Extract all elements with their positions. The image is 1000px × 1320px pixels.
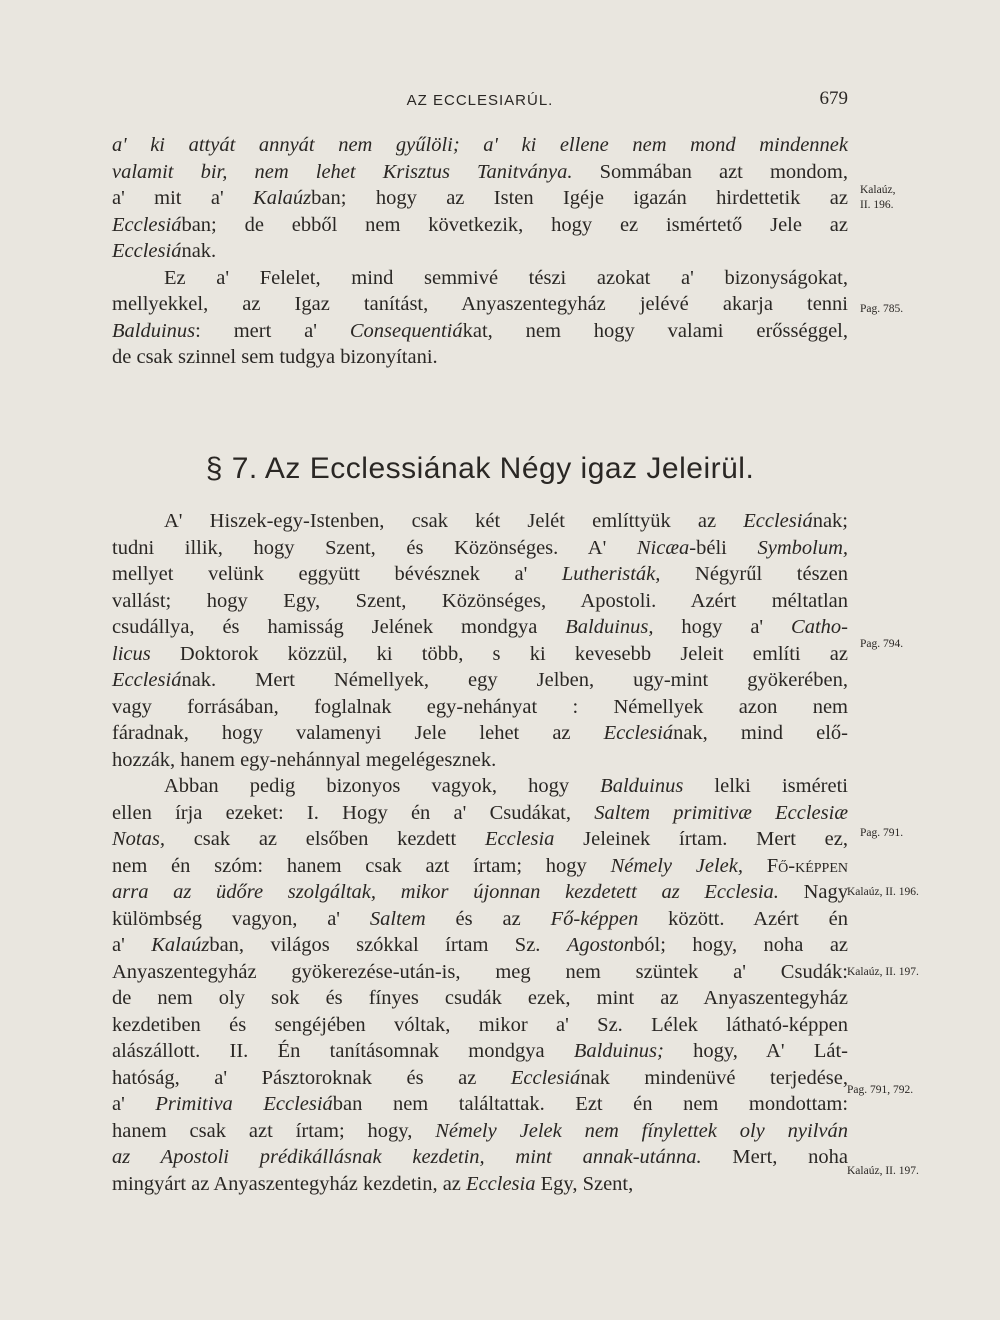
- text-line: [112, 879, 848, 906]
- text-run: a' mit a': [112, 187, 254, 209]
- text-run: lelki isméreti: [683, 775, 848, 797]
- text-run: Némely Jelek,: [610, 854, 744, 877]
- text-run: Ecclesia: [466, 1172, 536, 1195]
- marginal-note: [847, 965, 919, 980]
- text-run: a' ki attyát annyát nem gyűlöli; a' ki ellene nem mond mindennek: [112, 134, 848, 156]
- text-run: Catho-: [791, 616, 848, 638]
- text-line: [112, 1144, 848, 1171]
- text-run: Ecclesiá: [112, 213, 182, 236]
- text-run: ban nem találtattak. Ezt én nem mondottam:: [332, 1093, 849, 1115]
- text-line: [112, 238, 848, 265]
- text-run: Anyaszentegyház gyökerezése-után-is, meg nem szüntek a' Csudák:: [112, 960, 848, 983]
- text-line: [112, 535, 848, 562]
- marginal-note-line: Pag. 791.: [860, 827, 904, 839]
- text-run: alászállott. II. Én tanításomnak mondgya: [112, 1040, 574, 1062]
- text-line: [112, 773, 848, 800]
- marginal-note-line: Pag. 794.: [860, 638, 904, 650]
- text-run: : mert a': [195, 319, 350, 342]
- text-run: valamit bir, nem lehet Krisztus Tanitványa.: [112, 160, 573, 183]
- text-run: hogy a': [653, 616, 792, 638]
- text-run: Balduinus,: [565, 616, 654, 638]
- text-line: [112, 959, 848, 986]
- text-line: [112, 588, 848, 615]
- marginal-note: [860, 183, 895, 213]
- text-line: [112, 132, 848, 159]
- text-line: [112, 508, 848, 535]
- text-line: [112, 1038, 848, 1065]
- running-head: AZ ECCLESIARÚL.: [406, 92, 554, 109]
- text-line: [112, 344, 848, 371]
- text-line: [112, 561, 848, 588]
- text-run: Saltem primitivæ Ecclesiæ: [594, 801, 848, 824]
- page-header: [112, 88, 848, 118]
- text-line: [112, 641, 848, 668]
- text-run: nak, mind elő-: [673, 722, 848, 744]
- text-run: Ez a' Felelet, mind semmivé tészi azokat a' bizonyságokat,: [164, 266, 848, 289]
- text-line: [112, 1171, 848, 1198]
- text-run: de csak szinnel sem tudgya bizonyítani.: [112, 346, 438, 368]
- text-line: [112, 667, 848, 694]
- marginal-note: [860, 302, 903, 317]
- text-run: Nicæa: [636, 536, 690, 559]
- text-run: Négyrűl tészen: [660, 563, 848, 585]
- marginal-note: [847, 1083, 913, 1098]
- marginal-note-line: Kalaúz, II. 197.: [847, 1165, 919, 1177]
- paragraph-2: [112, 508, 848, 1197]
- text-run: fáradnak, hogy valamenyi Jele lehet az: [112, 722, 604, 744]
- text-run: Ecclesiá: [112, 240, 182, 262]
- text-run: ban; de ebből nem következik, hogy ez ismértető Jele az: [181, 213, 848, 236]
- text-run: Ecclesiá: [603, 722, 674, 744]
- marginal-note-line: II. 196.: [860, 199, 894, 211]
- text-run: között. Azért én: [638, 907, 848, 930]
- text-line: [112, 720, 848, 747]
- marginal-note-line: Kalaúz,: [860, 184, 896, 196]
- text-line: [112, 853, 848, 880]
- text-run: Ecclesiá: [743, 510, 813, 532]
- text-run: Ecclesiá: [510, 1066, 581, 1089]
- text-run: vagy forrásában, foglalnak egy-nehányat : Némellyek azon nem: [112, 695, 848, 718]
- paragraph-1: [112, 132, 848, 371]
- text-line: [112, 159, 848, 186]
- text-line: [112, 212, 848, 239]
- text-run: hozzák, hanem egy-nehánnyal megelégesznek.: [112, 748, 497, 771]
- marginal-note: [860, 826, 903, 841]
- text-run: nem én szóm: hanem csak azt írtam; hogy: [112, 854, 611, 877]
- text-run: mellyekkel, az Igaz tanítást, Anyaszentegyház jelévé akarja tenni: [112, 293, 848, 315]
- text-line: [112, 318, 848, 345]
- text-run: nak mindenüvé terjedése,: [580, 1066, 849, 1089]
- text-run: tudni illik, hogy Szent, és Közönséges. A': [112, 536, 637, 559]
- text-run: arra az üdőre szolgáltak, mikor újonnan kezdetett az Ecclesia.: [112, 881, 779, 903]
- text-line: [112, 985, 848, 1012]
- text-run: A' Hiszek-egy-Istenben, csak két Jelét említtyük az: [164, 510, 744, 532]
- text-run: Nagy: [778, 881, 848, 903]
- page-number: 679: [819, 88, 848, 109]
- text-line: [112, 694, 848, 721]
- text-run: Egy, Szent,: [535, 1172, 634, 1195]
- text-line: [112, 614, 848, 641]
- text-run: Némely Jelek nem fínylettek oly nyilván: [435, 1119, 848, 1142]
- text-run: Jeleinek írtam. Mert ez,: [554, 828, 848, 850]
- text-run: hanem csak azt írtam; hogy,: [112, 1119, 436, 1142]
- text-run: Doktorok közzül, ki több, s ki kevesebb Jeleit említi az: [150, 642, 848, 665]
- marginal-note: [847, 1164, 919, 1179]
- text-run: Primitiva Ecclesiá: [155, 1093, 333, 1115]
- marginal-note-line: Pag. 785.: [860, 303, 904, 315]
- text-run: licus: [112, 642, 151, 665]
- text-line: [112, 800, 848, 827]
- text-run: Ecclesia: [484, 828, 555, 850]
- text-run: Saltem: [369, 907, 426, 930]
- text-run: Kalaúz: [253, 187, 312, 209]
- marginal-note-line: Pag. 791, 792.: [847, 1084, 914, 1096]
- text-run: Ecclesiá: [112, 669, 182, 691]
- text-run: Mert, noha: [701, 1146, 849, 1168]
- text-run: nak;: [812, 510, 848, 532]
- text-run: hatóság, a' Pásztoroknak és az: [112, 1066, 511, 1089]
- text-run: ban, világos szókkal írtam Sz.: [209, 934, 567, 956]
- text-run: Notas,: [112, 828, 165, 850]
- text-run: Symbolum,: [757, 536, 848, 559]
- text-run: Balduinus: [600, 775, 684, 797]
- text-run: Agoston: [566, 934, 635, 956]
- text-run: vallást; hogy Egy, Szent, Közönséges, Apostoli. Azért méltatlan: [112, 589, 848, 612]
- marginal-note-line: Kalaúz, II. 196.: [847, 886, 919, 898]
- text-run: és az: [425, 907, 551, 930]
- text-run: csudállya, és hamisság Jelének mondgya: [112, 616, 566, 638]
- text-run: kat, nem hogy valami erősséggel,: [462, 319, 848, 342]
- text-run: ból; hogy, noha az: [634, 934, 849, 956]
- text-run: nak. Mert Némellyek, egy Jelben, ugy-mint gyökerében,: [181, 669, 848, 691]
- text-line: [112, 185, 848, 212]
- text-run: hogy, A' Lát-: [663, 1040, 848, 1062]
- text-run: de nem oly sok és fínyes csudák ezek, mint az Anyaszentegyház: [112, 987, 848, 1009]
- text-run: Lutheristák,: [561, 563, 661, 585]
- text-run: Sommában azt mondom,: [572, 160, 848, 183]
- marginal-note-line: Kalaúz, II. 197.: [847, 966, 919, 978]
- text-run: ban; hogy az Isten Igéje igazán hirdettetik az: [311, 187, 849, 209]
- text-line: [112, 826, 848, 853]
- text-line: [112, 932, 848, 959]
- text-run: Fő-képpen: [743, 854, 849, 877]
- text-line: [112, 1065, 848, 1092]
- text-run: Fő-képpen: [550, 907, 639, 930]
- text-run: az Apostoli prédikállásnak kezdetin, mint annak-utánna.: [112, 1146, 702, 1168]
- text-run: külömbség vagyon, a': [112, 907, 370, 930]
- section-heading: § 7. Az Ecclessiának Négy igaz Jeleirül.: [205, 452, 755, 485]
- text-line: [112, 265, 848, 292]
- marginal-note: [860, 637, 903, 652]
- text-run: nak.: [181, 240, 217, 262]
- text-line: [112, 747, 848, 774]
- text-run: Balduinus: [112, 319, 196, 342]
- text-run: a': [112, 1093, 156, 1115]
- marginal-note: [847, 885, 919, 900]
- text-line: [112, 906, 848, 933]
- text-line: [112, 291, 848, 318]
- text-run: Kalaúz: [151, 934, 210, 956]
- text-line: [112, 1091, 848, 1118]
- text-run: Balduinus;: [573, 1040, 664, 1062]
- text-line: [112, 1012, 848, 1039]
- text-run: -béli: [689, 536, 758, 559]
- text-run: Abban pedig bizonyos vagyok, hogy: [164, 775, 601, 797]
- text-run: csak az elsőben kezdett: [164, 828, 485, 850]
- text-run: mellyet velünk eggyütt bévésznek a': [112, 563, 562, 585]
- text-run: Consequentiá: [349, 319, 463, 342]
- text-run: kezdetiben és sengéjében vóltak, mikor a' Sz. Lélek látható-képpen: [112, 1013, 848, 1036]
- text-line: [112, 1118, 848, 1145]
- text-run: ellen írja ezeket: I. Hogy én a' Csudákat,: [112, 801, 595, 824]
- text-run: a': [112, 934, 152, 956]
- text-run: mingyárt az Anyaszentegyház kezdetin, az: [112, 1172, 467, 1195]
